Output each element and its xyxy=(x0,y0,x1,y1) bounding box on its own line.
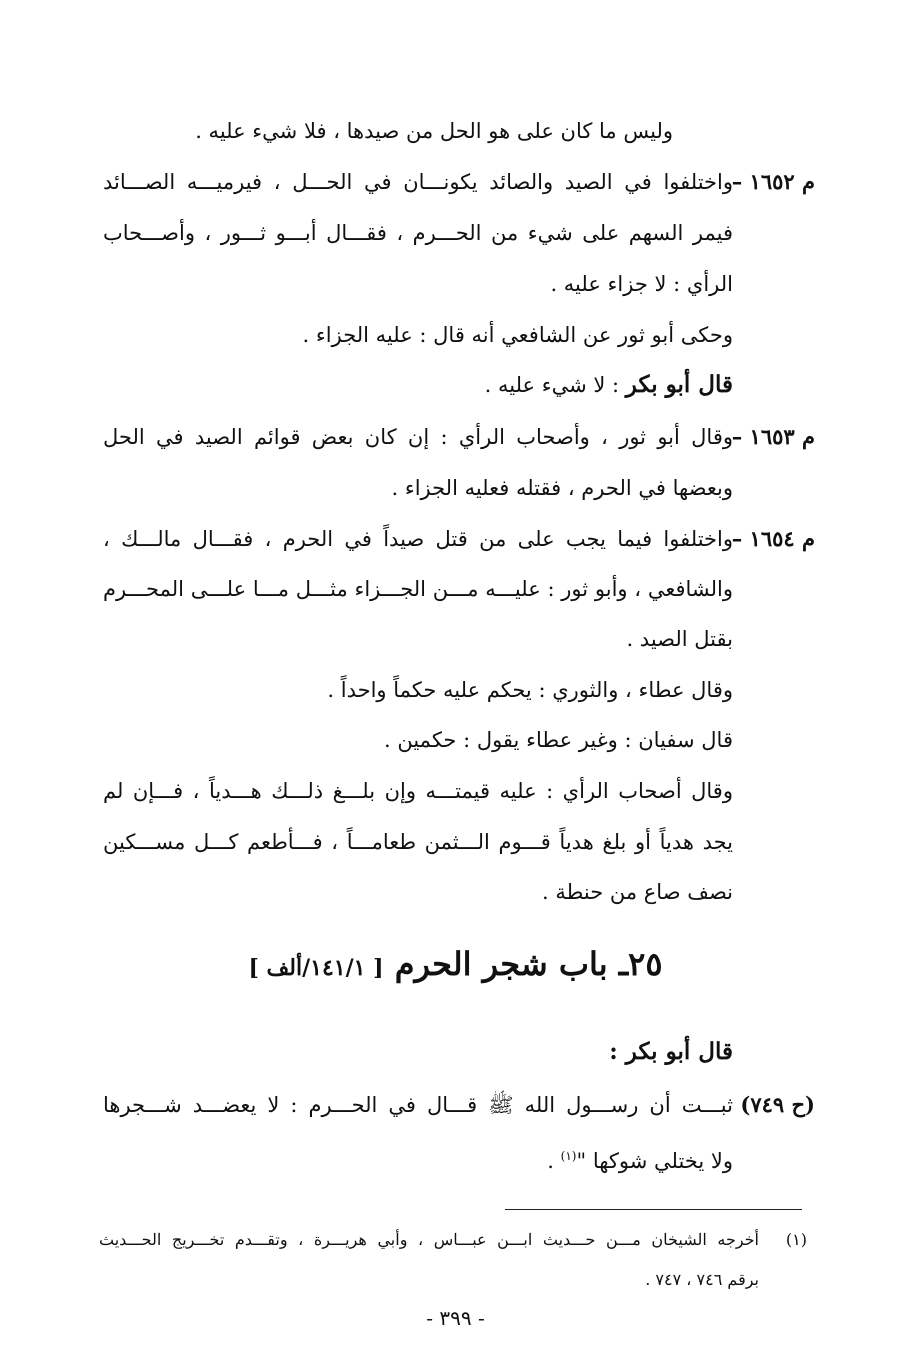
masalah-number: م ١٦٥٢ – xyxy=(731,169,815,194)
text-line: وقال عطاء ، والثوري : يحكم عليه حكماً واحداً . xyxy=(327,678,733,702)
text-line: يجد هدياً أو بلغ هدياً قـــوم الـــثمن طعامـــاً ، فـــأطعم كـــل مســـكين xyxy=(103,830,733,854)
hadith-number: (ح ٧٤٩) xyxy=(740,1092,815,1117)
abubakr-text: : لا شيء عليه . xyxy=(484,373,620,397)
footnote-text: أخرجه الشيخان مـــن حـــديث ابـــن عبـــاس ، وأبي هريـــرة ، وتقـــدم تخـــريج الحـــديث xyxy=(99,1230,759,1249)
masalah-number: م ١٦٥٤ – xyxy=(731,526,815,551)
text-line: فيمر السهم على شيء من الحـــرم ، فقـــال أبـــو ثـــور ، وأصـــحاب xyxy=(103,221,733,245)
abubakr-label: قال أبو بكر : xyxy=(609,1038,733,1065)
text-line: وقال أبو ثور ، وأصحاب الرأي : إن كان بعض قوائم الصيد في الحل xyxy=(103,425,733,449)
text-line xyxy=(547,1141,733,1176)
chapter-folio-ref: [ ١٤١/١/ألف ] xyxy=(248,955,384,981)
footnote-text: برقم ٧٤٦ ، ٧٤٧ . xyxy=(645,1270,759,1289)
masalah-number: م ١٦٥٣ – xyxy=(731,424,815,449)
text-line: والشافعي ، وأبو ثور : عليـــه مـــن الجـــزاء مثـــل مـــا علـــى المحـــرم xyxy=(103,577,733,601)
text-line: بقتل الصيد . xyxy=(626,627,733,651)
text-line: وبعضها في الحرم ، فقتله فعليه الجزاء . xyxy=(391,476,733,500)
text-line: وقال أصحاب الرأي : عليه قيمتـــه وإن بلـــغ ذلـــك هـــدياً ، فـــإن لم xyxy=(103,779,733,803)
hadith-text: ولا يختلي شوكها " xyxy=(576,1149,733,1173)
text-line: نصف صاع من حنطة . xyxy=(542,880,733,904)
text-line: وليس ما كان على هو الحل من صيدها ، فلا شيء عليه . xyxy=(195,119,673,143)
text-line: قال سفيان : وغير عطاء يقول : حكمين . xyxy=(384,728,733,752)
hadith-end: . xyxy=(547,1149,554,1173)
footnote-marker: (١) xyxy=(560,1149,577,1163)
text-line: الرأي : لا جزاء عليه . xyxy=(550,272,733,296)
text-line: ثبـــت أن رســـول الله ﷺ قـــال في الحـــرم : لا يعضـــد شـــجرها xyxy=(103,1093,733,1117)
abubakr-line xyxy=(485,370,733,400)
chapter-title: ٢٥ـ باب شجر الحرم xyxy=(394,945,663,983)
page-number: - ٣٩٩ - xyxy=(426,1306,485,1330)
footnote-divider xyxy=(505,1209,802,1210)
footnote-number: (١) xyxy=(785,1230,807,1249)
chapter-heading xyxy=(0,942,911,990)
text-line: وحكى أبو ثور عن الشافعي أنه قال : عليه الجزاء . xyxy=(302,323,733,347)
text-line: واختلفوا في الصيد والصائد يكونـــان في الحـــل ، فيرميـــه الصـــائد xyxy=(103,170,733,194)
abubakr-label: قال أبو بكر xyxy=(625,371,733,398)
text-line: واختلفوا فيما يجب على من قتل صيداً في الحرم ، فقـــال مالـــك ، xyxy=(103,527,733,551)
